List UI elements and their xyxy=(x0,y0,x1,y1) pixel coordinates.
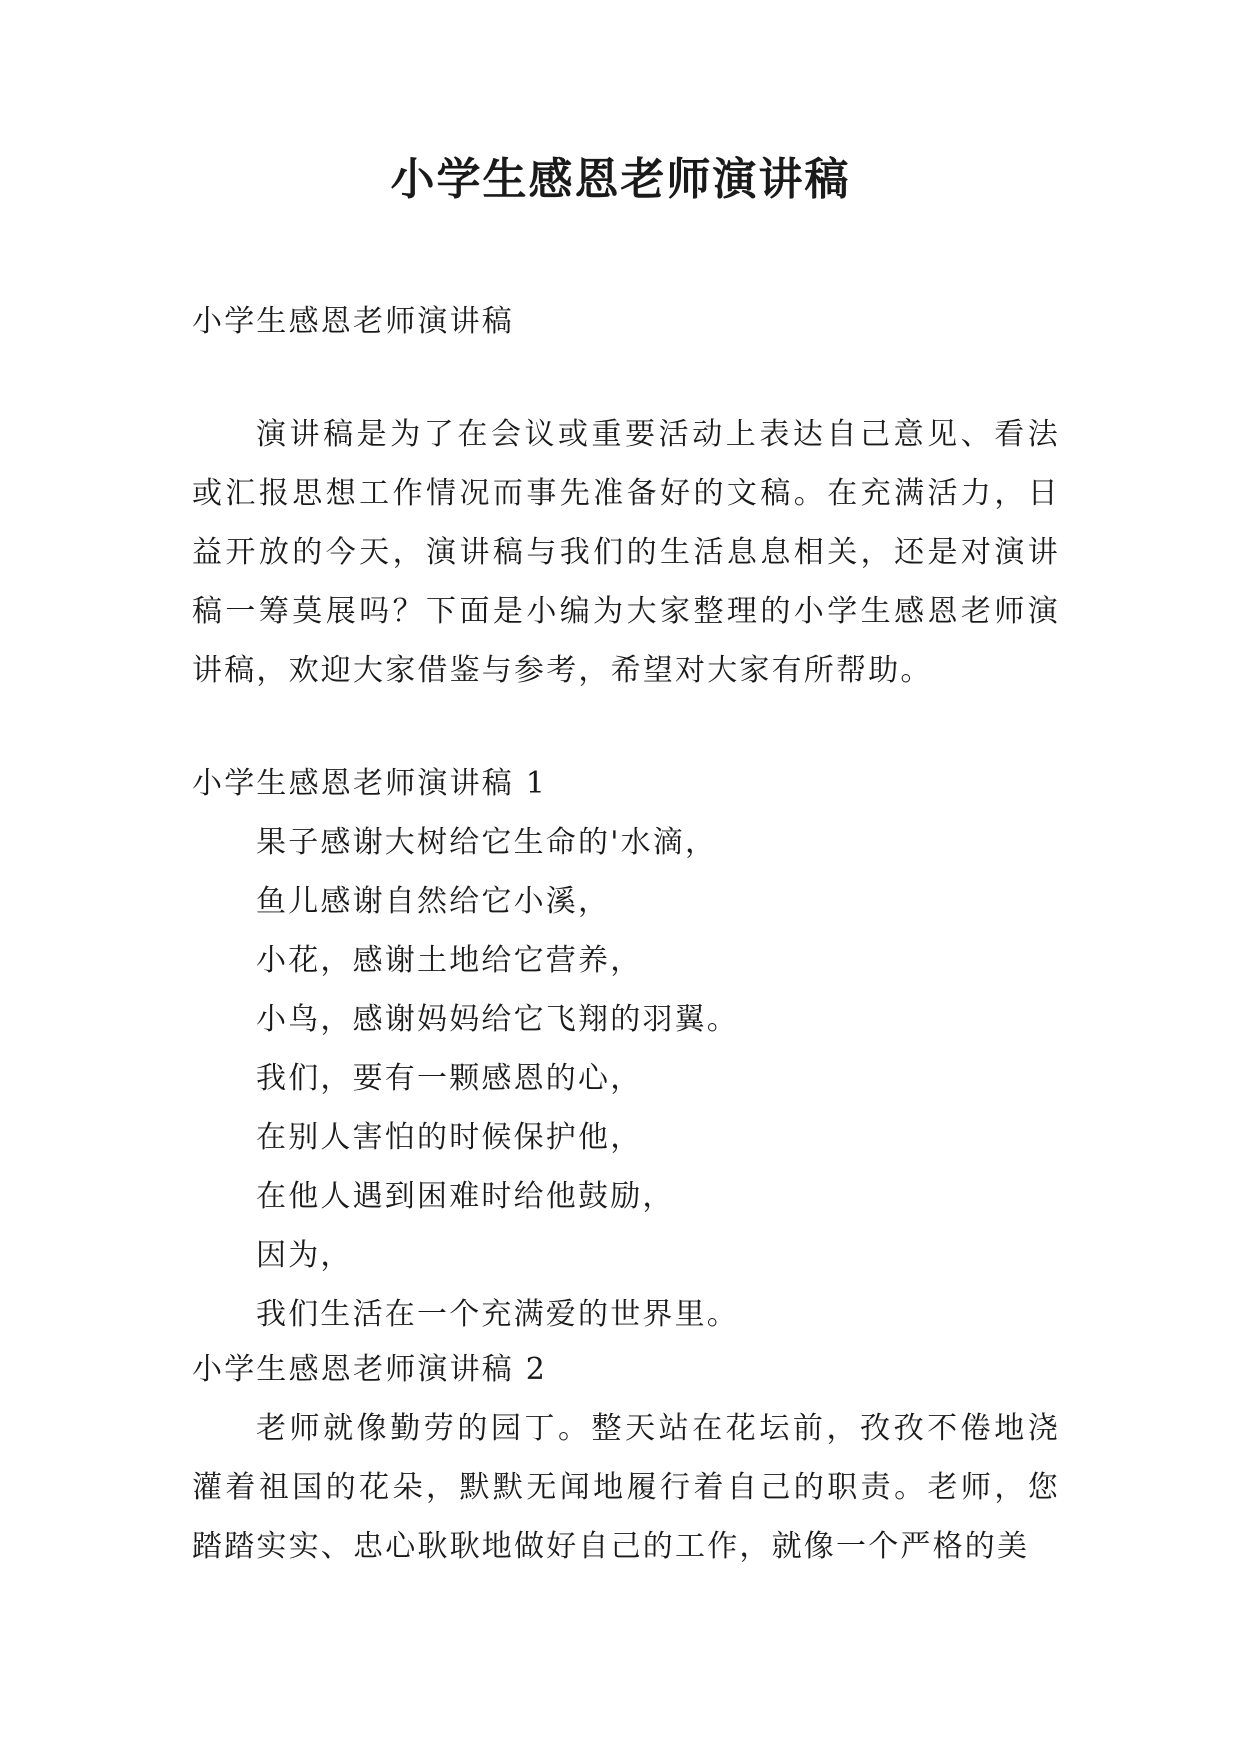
poem-line: 在别人害怕的时候保护他， xyxy=(256,1120,643,1155)
poem-line: 我们，要有一颗感恩的心， xyxy=(256,1061,643,1096)
poem-line: 小鸟，感谢妈妈给它飞翔的羽翼。 xyxy=(256,1002,739,1037)
section-2 xyxy=(192,1340,1060,1576)
poem-line: 因为， xyxy=(256,1238,353,1273)
document-subtitle: 小学生感恩老师演讲稿 xyxy=(192,304,514,339)
poem-line: 在他人遇到困难时给他鼓励， xyxy=(256,1179,675,1214)
poem-line: 小花，感谢土地给它营养， xyxy=(256,943,643,978)
intro-paragraph: 演讲稿是为了在会议或重要活动上表达自己意见、看法或汇报思想工作情况而事先准备好的文稿。在充满活力，日益开放的今天，演讲稿与我们的生活息息相关，还是对演讲稿一筹莫展吗？下面是小编为大家整理的小学生感恩老师演讲稿，欢迎大家借鉴与参考，希望对大家有所帮助。 xyxy=(192,417,1060,688)
section-2-paragraph: 老师就像勤劳的园丁。整天站在花坛前，孜孜不倦地浇灌着祖国的花朵，默默无闻地履行着自己的职责。老师，您踏踏实实、忠心耿耿地做好自己的工作，就像一个严格的美 xyxy=(192,1411,1060,1564)
section-1 xyxy=(192,754,1060,1344)
section-1-heading: 小学生感恩老师演讲稿 1 xyxy=(192,766,548,801)
poem-line: 果子感谢大树给它生命的'水滴， xyxy=(256,825,718,860)
poem-line: 我们生活在一个充满爱的世界里。 xyxy=(256,1297,739,1332)
document-title: 小学生感恩老师演讲稿 xyxy=(390,154,851,205)
poem-line: 鱼儿感谢自然给它小溪， xyxy=(256,884,611,919)
section-2-heading: 小学生感恩老师演讲稿 2 xyxy=(192,1352,548,1387)
